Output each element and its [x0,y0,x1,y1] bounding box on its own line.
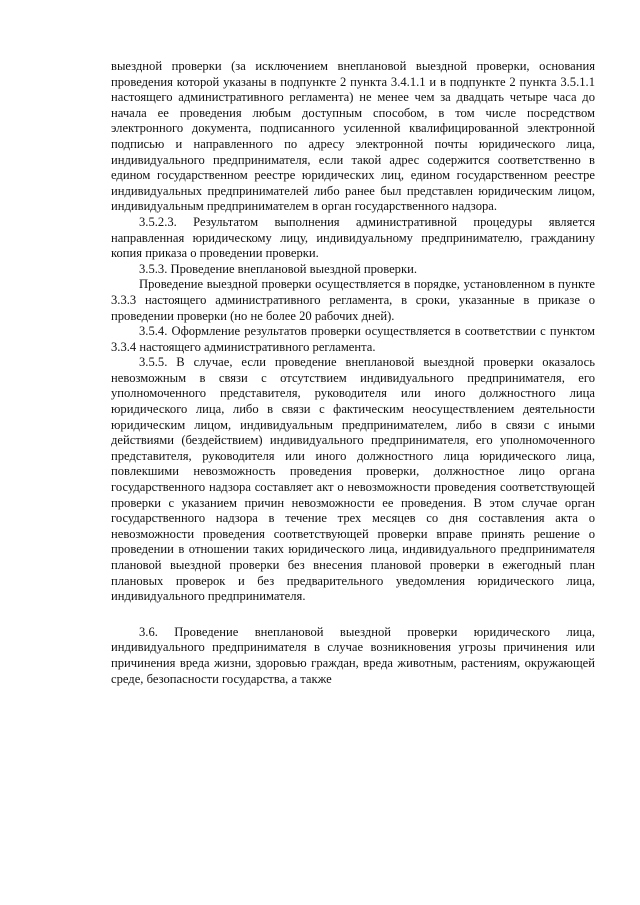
document-page [111,59,595,687]
paragraph-3-6: 3.6. Проведение внеплановой выездной проверки юридического лица, индивидуального предпринимателя в случае возникновения угрозы причинения или причинения вреда жизни, здоровью граждан, вреда животным, растениям, окружающей среде, безопасности государства, а также [111,624,595,686]
paragraph-3-5-5: 3.5.5. В случае, если проведение внеплановой выездной проверки оказалось невозможным в связи с отсутствием индивидуального предпринимателя, его уполномоченного представителя, руководителя или иного должностного лица юридического лица, либо в связи с фактическим неосуществлением деятельности юридическим лицом, индивидуальным предпринимателем, либо в связи с иными действиями (бездействием) индивидуального предпринимателя, его уполномоченного представителя, руководителя или иного должностного лица юридического лица, повлекшими невозможность проведения проверки, должностное лицо органа государственного надзора составляет акт о невозможности проведения соответствующей проверки с указанием причин невозможности ее проведения. В этом случае орган государственного надзора в течение трех месяцев со дня составления акта о невозможности проведения соответствующей проверки вправе принять решение о проведении в отношении таких юридического лица, индивидуального предпринимателя плановой выездной проверки без внесения плановой проверки в ежегодный план плановых проверок и без предварительного уведомления юридического лица, индивидуального предпринимателя. [111,355,595,604]
paragraph-3-5-3: 3.5.3. Проведение внеплановой выездной проверки. [139,261,417,276]
paragraph-3-5-2-3: 3.5.2.3. Результатом выполнения административной процедуры является направленная юридическому лицу, индивидуальному предпринимателю, гражданину копия приказа о проведении проверки. [111,214,595,261]
paragraph-3-5-4: 3.5.4. Оформление результатов проверки осуществляется в соответствии с пунктом 3.3.4 настоящего административного регламента. [111,324,595,354]
paragraph-inspection-procedure: Проведение выездной проверки осуществляется в порядке, установленном в пункте 3.3.3 настоящего административного регламента, в сроки, указанные в приказе о проведении проверки (но не более 20 рабочих дней). [111,277,595,323]
paragraph-notice-continuation: выездной проверки (за исключением внеплановой выездной проверки, основания проведения которой указаны в подпункте 2 пункта 3.4.1.1 и в подпункте 2 пункта 3.5.1.1 настоящего административного регламента) не менее чем за двадцать четыре часа до начала ее проведения любым доступным способом, в том числе посредством электронного документа, подписанного усиленной квалифицированной электронной подписью и направленного по адресу электронной почты юридического лица, индивидуального предпринимателя, если такой адрес содержится соответственно в едином государственном реестре юридических лиц, едином государственном реестре индивидуальных предпринимателей либо ранее был представлен юридическим лицом, индивидуальным предпринимателем в орган государственного надзора. [111,59,595,214]
